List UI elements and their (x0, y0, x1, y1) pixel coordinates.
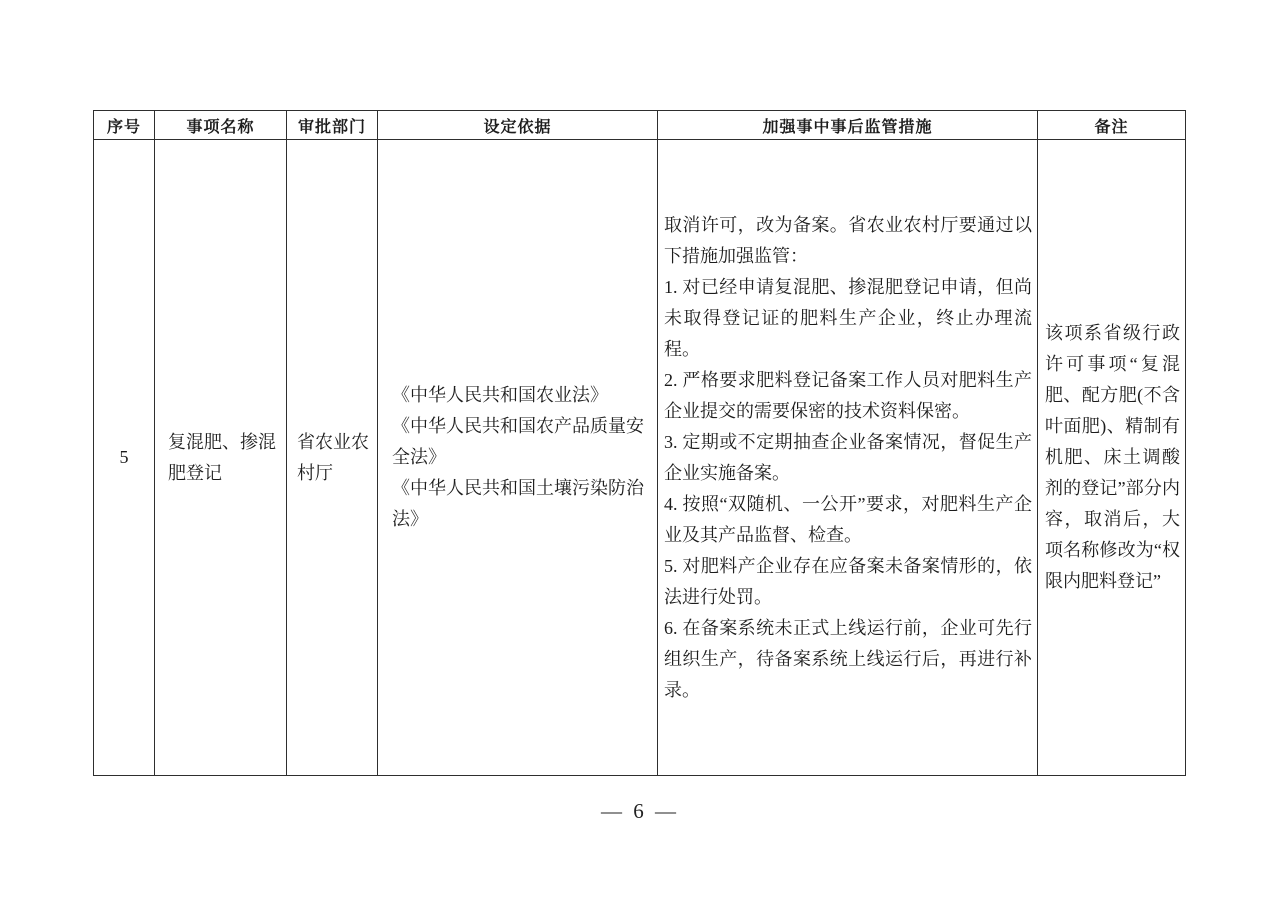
measure-item: 2. 严格要求肥料登记备案工作人员对肥料生产企业提交的需要保密的技术资料保密。 (664, 369, 1032, 421)
legal-basis-entry: 《中华人民共和国土壤污染防治法》 (392, 478, 644, 529)
col-header-department: 审批部门 (287, 111, 378, 140)
measure-item: 6. 在备案系统未正式上线运行前，企业可先行组织生产，待备案系统上线运行后，再进行补录。 (664, 617, 1032, 700)
table-row (94, 140, 1186, 776)
page-number: — 6 — (601, 799, 679, 823)
measure-item: 4. 按照“双随机、一公开”要求，对肥料生产企业及其产品监督、检查。 (664, 493, 1032, 545)
cell-measures (658, 140, 1038, 776)
cell-remark: 该项系省级行政许可事项“复混肥、配方肥(不含叶面肥)、精制有机肥、床土调酸剂的登记”部分内容，取消后，大项名称修改为“权限内肥料登记” (1038, 140, 1186, 776)
col-header-item-name: 事项名称 (155, 111, 287, 140)
approval-items-table (93, 110, 1186, 776)
col-header-remark: 备注 (1038, 111, 1186, 140)
col-header-legal-basis: 设定依据 (378, 111, 658, 140)
col-header-measures: 加强事中事后监管措施 (658, 111, 1038, 140)
measure-item: 1. 对已经申请复混肥、掺混肥登记申请，但尚未取得登记证的肥料生产企业，终止办理流程。 (664, 276, 1032, 359)
measure-intro: 取消许可，改为备案。省农业农村厅要通过以下措施加强监管： (664, 214, 1032, 266)
cell-department: 省农业农村厅 (287, 140, 378, 776)
cell-seq-number: 5 (94, 140, 155, 776)
col-header-seq: 序号 (94, 111, 155, 140)
measure-item: 3. 定期或不定期抽查企业备案情况，督促生产企业实施备案。 (664, 431, 1032, 483)
legal-basis-entry: 《中华人民共和国农产品质量安全法》 (392, 416, 644, 467)
cell-legal-basis (378, 140, 658, 776)
cell-item-name: 复混肥、掺混肥登记 (155, 140, 287, 776)
legal-basis-entry: 《中华人民共和国农业法》 (392, 385, 608, 405)
measure-item: 5. 对肥料产企业存在应备案未备案情形的，依法进行处罚。 (664, 555, 1032, 607)
table-header-row (94, 111, 1186, 140)
